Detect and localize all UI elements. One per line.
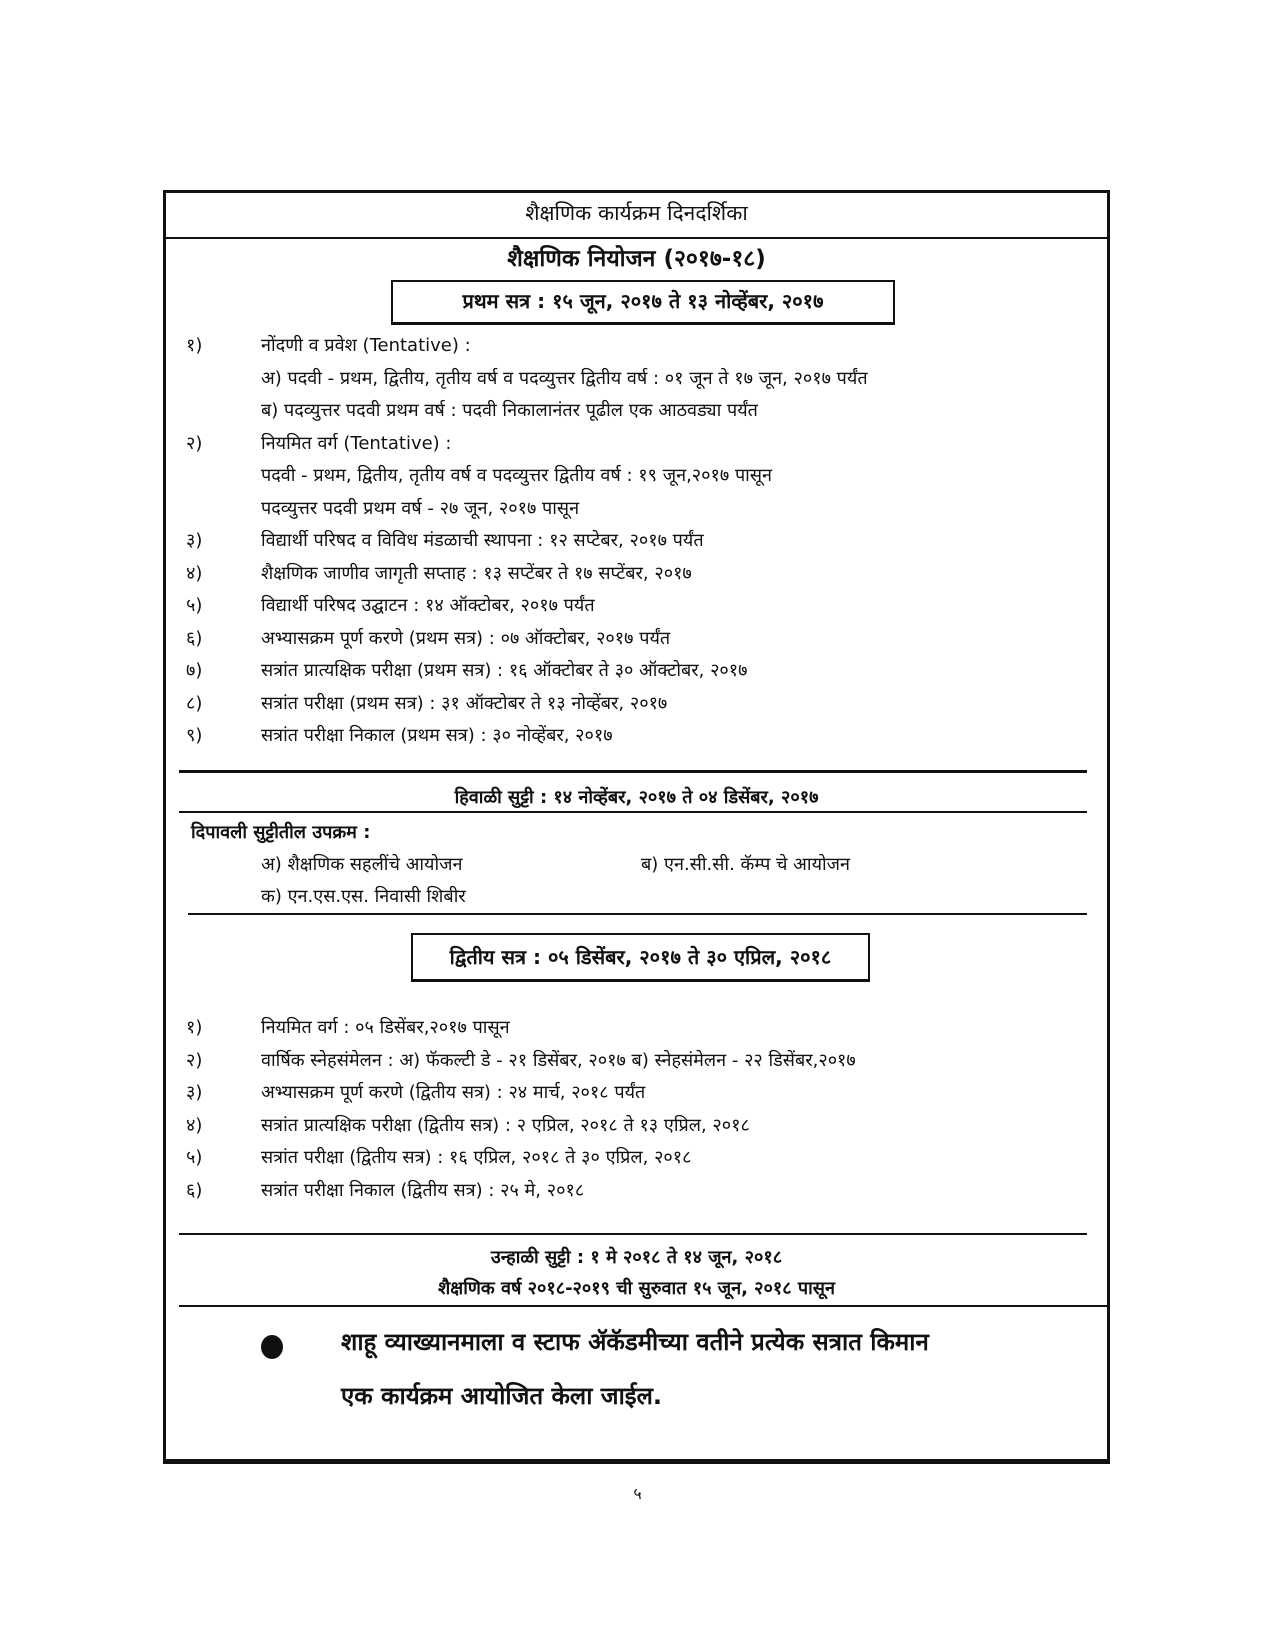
list-item: सत्रांत प्रात्यक्षिक परीक्षा (द्वितीय सत्र) : २ एप्रिल, २०१८ ते १३ एप्रिल, २०१८ (261, 1114, 750, 1136)
section-divider (179, 811, 1087, 813)
list-item: नियमित वर्ग (Tentative) : (261, 432, 452, 454)
list-item: अभ्यासक्रम पूर्ण करणे (प्रथम सत्र) : ०७ ऑक्टोबर, २०१७ पर्यंत (261, 627, 671, 649)
title-divider (166, 237, 1107, 239)
second-semester-heading: द्वितीय सत्र : ०५ डिसेंबर, २०१७ ते ३० एप्रिल, २०१८ (411, 933, 870, 982)
section-divider (179, 770, 1087, 773)
list-item: सत्रांत प्रात्यक्षिक परीक्षा (प्रथम सत्र) : १६ ऑक्टोबर ते ३० ऑक्टोबर, २०१७ (261, 660, 748, 681)
diwali-holiday-heading: हिवाळी सुट्टी : १४ नोव्हेंबर, २०१७ ते ०४ डिसेंबर, २०१७ (454, 787, 819, 808)
list-item-number: २) (186, 1049, 203, 1071)
list-item-number: ५) (186, 595, 203, 616)
list-item-number: ७) (186, 660, 203, 681)
list-item-number: ४) (186, 562, 203, 584)
list-item: वार्षिक स्नेहसंमेलन : अ) फॅकल्टी डे - २१ डिसेंबर, २०१७ ब) स्नेहसंमेलन - २२ डिसेंबर,२०१७ (261, 1049, 856, 1071)
note-line-1: शाहू व्याख्यानमाला व स्टाफ ॲकॅडमीच्या वतीने प्रत्येक सत्रात किमान (341, 1328, 929, 1356)
section-divider (179, 1233, 1087, 1235)
calendar-frame (163, 190, 1110, 1464)
diwali-activity-a: अ) शैक्षणिक सहलींचे आयोजन (261, 854, 463, 875)
list-item: विद्यार्थी परिषद उद्घाटन : १४ ऑक्टोबर, २०१७ पर्यंत (261, 595, 595, 616)
list-item: अ) पदवी - प्रथम, द्वितीय, तृतीय वर्ष व पदव्युत्तर द्वितीय वर्ष : ०१ जून ते १७ जून, २०१७ पर्यंत (261, 367, 868, 389)
list-item-number: ८) (186, 692, 203, 714)
diwali-activities-label: दिपावली सुट्टीतील उपक्रम : (191, 822, 371, 843)
plan-subtitle: शैक्षणिक नियोजन (२०१७-१८) (507, 246, 766, 272)
academic-year-start-line: शैक्षणिक वर्ष २०१८-२०१९ ची सुरुवात १५ जून, २०१८ पासून (438, 1278, 835, 1299)
list-item-number: ६) (186, 1179, 203, 1201)
list-item-number: ४) (186, 1114, 203, 1136)
list-item: पदव्युत्तर पदवी प्रथम वर्ष - २७ जून, २०१७ पासून (261, 497, 580, 519)
diwali-activity-b: ब) एन.सी.सी. कॅम्प चे आयोजन (641, 854, 851, 875)
list-item: नियमित वर्ग : ०५ डिसेंबर,२०१७ पासून (261, 1017, 510, 1038)
list-item-number: ३) (186, 1082, 203, 1103)
list-item: अभ्यासक्रम पूर्ण करणे (द्वितीय सत्र) : २४ मार्च, २०१८ पर्यंत (261, 1082, 646, 1103)
bullet-icon (261, 1335, 283, 1359)
list-item-number: २) (186, 432, 203, 454)
section-divider (179, 1305, 1107, 1307)
list-item-number: १) (186, 1017, 203, 1038)
list-item: सत्रांत परीक्षा (द्वितीय सत्र) : १६ एप्रिल, २०१८ ते ३० एप्रिल, २०१८ (261, 1147, 692, 1168)
list-item: ब) पदव्युत्तर पदवी प्रथम वर्ष : पदवी निकालानंतर पूढील एक आठवड्या पर्यंत (261, 400, 758, 421)
list-item: नोंदणी व प्रवेश (Tentative) : (261, 335, 471, 356)
list-item: सत्रांत परीक्षा निकाल (प्रथम सत्र) : ३० नोव्हेंबर, २०१७ (261, 725, 613, 746)
first-semester-heading: प्रथम सत्र : १५ जून, २०१७ ते १३ नोव्हेंबर, २०१७ (391, 280, 895, 325)
list-item-number: १) (186, 335, 203, 356)
list-item-number: ६) (186, 627, 203, 649)
diwali-activity-c: क) एन.एस.एस. निवासी शिबीर (261, 886, 466, 907)
list-item-number: ५) (186, 1147, 203, 1168)
document-title: शैक्षणिक कार्यक्रम दिनदर्शिका (525, 201, 748, 225)
list-item: सत्रांत परीक्षा निकाल (द्वितीय सत्र) : २५ मे, २०१८ (261, 1179, 585, 1201)
section-divider (188, 913, 1087, 915)
list-item: शैक्षणिक जाणीव जागृती सप्ताह : १३ सप्टेंबर ते १७ सप्टेंबर, २०१७ (261, 562, 692, 584)
summer-holiday-line: उन्हाळी सुट्टी : १ मे २०१८ ते १४ जून, २०१८ (490, 1247, 783, 1268)
list-item: विद्यार्थी परिषद व विविध मंडळाची स्थापना : १२ सप्टेबर, २०१७ पर्यंत (261, 530, 704, 551)
list-item: पदवी - प्रथम, द्वितीय, तृतीय वर्ष व पदव्युत्तर द्वितीय वर्ष : १९ जून,२०१७ पासून (261, 465, 772, 486)
note-line-2: एक कार्यक्रम आयोजित केला जाईल. (341, 1382, 662, 1410)
list-item: सत्रांत परीक्षा (प्रथम सत्र) : ३१ ऑक्टोबर ते १३ नोव्हेंबर, २०१७ (261, 692, 668, 714)
list-item-number: ९) (186, 725, 203, 746)
page-number: ५ (633, 1484, 642, 1503)
list-item-number: ३) (186, 530, 203, 551)
